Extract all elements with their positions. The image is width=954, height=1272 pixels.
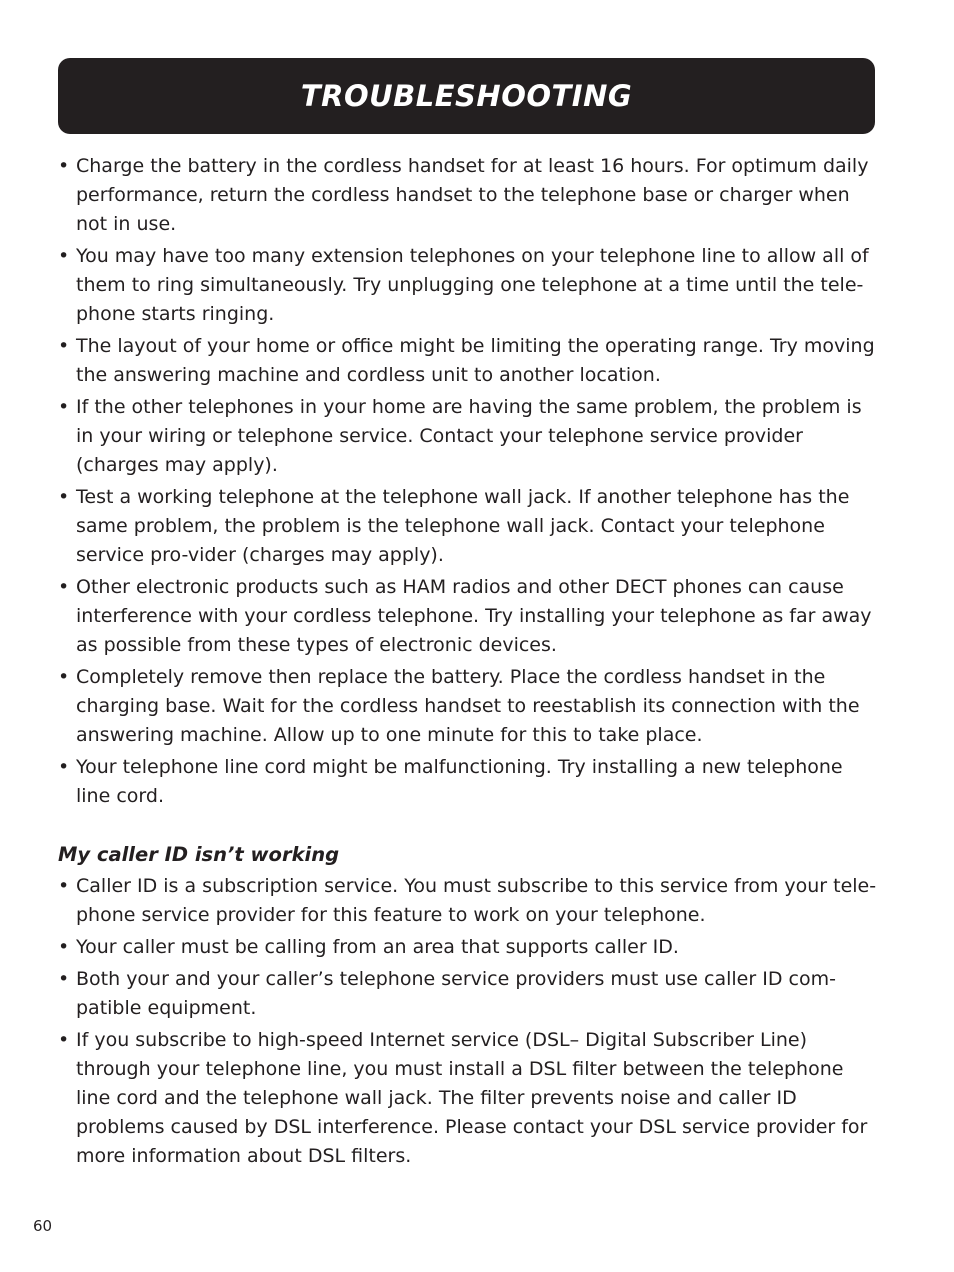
list-item: • Completely remove then replace the battery. Place the cordless handset in the charging base. Wait for the cordless handset to reestablish its connection with the answering machine. Allow up to one minute for this to take place. <box>58 663 878 750</box>
list-item: • Charge the battery in the cordless handset for at least 16 hours. For optimum daily performance, return the cordless handset to the telephone base or charger when not in use. <box>58 152 878 239</box>
list-item: • If the other telephones in your home are having the same problem, the problem is in your wiring or telephone service. Contact your telephone service provider (charges may apply). <box>58 393 878 480</box>
section-header-bar <box>58 58 875 134</box>
troubleshooting-list <box>58 152 878 811</box>
list-item: • You may have too many extension telephones on your telephone line to allow all of them to ring simultaneously. Try unplugging one telephone at a time until the tele-phone starts ringing. <box>58 242 878 329</box>
list-item: • Caller ID is a subscription service. You must subscribe to this service from your tele-phone service provider for this feature to work on your telephone. <box>58 872 878 930</box>
list-item: • Your telephone line cord might be malfunctioning. Try installing a new telephone line cord. <box>58 753 878 811</box>
list-item: • Other electronic products such as HAM radios and other DECT phones can cause interference with your cordless telephone. Try installing your telephone as far away as possible from these types of electronic devices. <box>58 573 878 660</box>
main-content <box>58 152 878 1174</box>
page-number: 60 <box>33 1217 53 1235</box>
caller-id-list <box>58 872 878 1171</box>
list-item: • Both your and your caller’s telephone service providers must use caller ID com-patible equipment. <box>58 965 878 1023</box>
caller-id-heading: My caller ID isn’t working <box>58 843 340 866</box>
list-item: • Test a working telephone at the telephone wall jack. If another telephone has the same problem, the problem is the telephone wall jack. Contact your telephone service pro-vider (charges may apply). <box>58 483 878 570</box>
list-item: • Your caller must be calling from an area that supports caller ID. <box>58 933 878 962</box>
list-item: • The layout of your home or office might be limiting the operating range. Try moving the answering machine and cordless unit to another location. <box>58 332 878 390</box>
page-title: TROUBLESHOOTING <box>300 79 633 113</box>
list-item: • If you subscribe to high-speed Internet service (DSL– Digital Subscriber Line) through your telephone line, you must install a DSL filter between the telephone line cord and the telephone wall jack. The filter prevents noise and caller ID problems caused by DSL interference. Please contact your DSL service provider for more information about DSL filters. <box>58 1026 878 1171</box>
